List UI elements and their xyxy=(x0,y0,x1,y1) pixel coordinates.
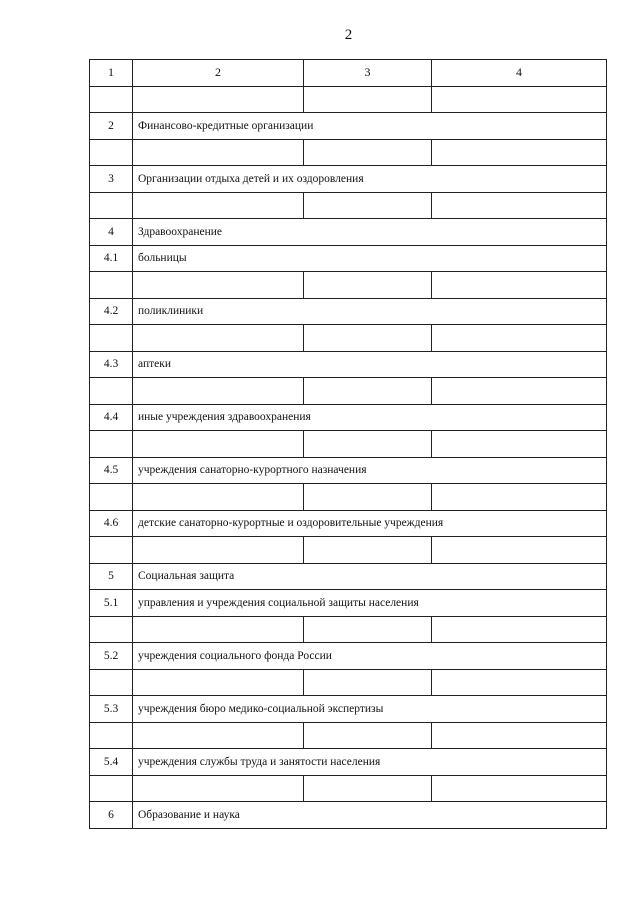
section-number: 4.4 xyxy=(90,404,133,431)
blank-row xyxy=(90,669,607,696)
section-number: 4.6 xyxy=(90,510,133,537)
section-row xyxy=(90,749,607,776)
section-title: детские санаторно-курортные и оздоровительные учреждения xyxy=(133,510,607,537)
header-col-1: 1 xyxy=(90,60,133,87)
blank-cell xyxy=(90,192,133,219)
section-row xyxy=(90,590,607,617)
blank-cell xyxy=(432,616,607,643)
section-number: 4.3 xyxy=(90,351,133,378)
blank-cell xyxy=(133,722,304,749)
blank-cell xyxy=(90,272,133,299)
section-number: 5 xyxy=(90,563,133,590)
section-row xyxy=(90,802,607,829)
blank-row xyxy=(90,775,607,802)
section-row xyxy=(90,563,607,590)
blank-cell xyxy=(432,86,607,113)
section-title: Организации отдыха детей и их оздоровления xyxy=(133,166,607,193)
section-title: Социальная защита xyxy=(133,563,607,590)
blank-row xyxy=(90,722,607,749)
blank-cell xyxy=(304,431,432,458)
section-title: поликлиники xyxy=(133,298,607,325)
blank-row xyxy=(90,272,607,299)
blank-cell xyxy=(432,537,607,564)
blank-cell xyxy=(133,378,304,405)
section-number: 5.4 xyxy=(90,749,133,776)
blank-cell xyxy=(304,192,432,219)
blank-cell xyxy=(432,669,607,696)
blank-cell xyxy=(432,192,607,219)
section-title: учреждения службы труда и занятости населения xyxy=(133,749,607,776)
section-number: 5.1 xyxy=(90,590,133,617)
table-body xyxy=(90,60,607,829)
blank-cell xyxy=(90,775,133,802)
section-title: аптеки xyxy=(133,351,607,378)
section-row xyxy=(90,643,607,670)
section-number: 4.5 xyxy=(90,457,133,484)
blank-cell xyxy=(304,86,432,113)
blank-cell xyxy=(432,431,607,458)
blank-cell xyxy=(304,139,432,166)
blank-cell xyxy=(304,669,432,696)
blank-cell xyxy=(133,272,304,299)
blank-cell xyxy=(432,378,607,405)
blank-row xyxy=(90,616,607,643)
section-title: Финансово-кредитные организации xyxy=(133,113,607,140)
section-row xyxy=(90,351,607,378)
section-number: 3 xyxy=(90,166,133,193)
blank-cell xyxy=(90,139,133,166)
blank-cell xyxy=(304,325,432,352)
section-row xyxy=(90,219,607,246)
blank-cell xyxy=(304,722,432,749)
header-col-2: 2 xyxy=(133,60,304,87)
section-row xyxy=(90,166,607,193)
section-title: учреждения социального фонда России xyxy=(133,643,607,670)
section-row xyxy=(90,510,607,537)
blank-row xyxy=(90,192,607,219)
blank-cell xyxy=(304,272,432,299)
section-row xyxy=(90,298,607,325)
blank-cell xyxy=(432,139,607,166)
blank-cell xyxy=(90,325,133,352)
page-number: 2 xyxy=(344,27,353,43)
blank-cell xyxy=(90,86,133,113)
blank-row xyxy=(90,325,607,352)
section-row xyxy=(90,696,607,723)
section-row xyxy=(90,245,607,272)
section-title: иные учреждения здравоохранения xyxy=(133,404,607,431)
document-table xyxy=(89,59,607,829)
section-number: 4.2 xyxy=(90,298,133,325)
blank-cell xyxy=(133,537,304,564)
header-col-4: 4 xyxy=(432,60,607,87)
section-number: 5.3 xyxy=(90,696,133,723)
section-title: управления и учреждения социальной защиты населения xyxy=(133,590,607,617)
blank-cell xyxy=(133,325,304,352)
blank-cell xyxy=(133,616,304,643)
blank-row xyxy=(90,86,607,113)
blank-cell xyxy=(90,616,133,643)
blank-cell xyxy=(133,775,304,802)
section-number: 4.1 xyxy=(90,245,133,272)
blank-cell xyxy=(90,431,133,458)
blank-cell xyxy=(432,775,607,802)
blank-row xyxy=(90,537,607,564)
blank-cell xyxy=(432,325,607,352)
section-number: 6 xyxy=(90,802,133,829)
blank-cell xyxy=(304,775,432,802)
section-title: Здравоохранение xyxy=(133,219,607,246)
blank-cell xyxy=(90,484,133,511)
blank-cell xyxy=(304,537,432,564)
blank-row xyxy=(90,139,607,166)
blank-cell xyxy=(304,484,432,511)
section-row xyxy=(90,404,607,431)
section-row xyxy=(90,113,607,140)
blank-cell xyxy=(133,139,304,166)
blank-cell xyxy=(90,722,133,749)
section-number: 5.2 xyxy=(90,643,133,670)
section-title: учреждения бюро медико-социальной экспертизы xyxy=(133,696,607,723)
blank-cell xyxy=(133,86,304,113)
section-title: Образование и наука xyxy=(133,802,607,829)
blank-cell xyxy=(90,537,133,564)
blank-row xyxy=(90,378,607,405)
section-row xyxy=(90,457,607,484)
blank-cell xyxy=(90,378,133,405)
section-title: больницы xyxy=(133,245,607,272)
blank-row xyxy=(90,484,607,511)
blank-cell xyxy=(133,431,304,458)
section-number: 4 xyxy=(90,219,133,246)
blank-cell xyxy=(304,616,432,643)
table-header-row xyxy=(90,60,607,87)
blank-cell xyxy=(90,669,133,696)
blank-cell xyxy=(432,484,607,511)
section-title: учреждения санаторно-курортного назначения xyxy=(133,457,607,484)
blank-cell xyxy=(133,669,304,696)
section-number: 2 xyxy=(90,113,133,140)
blank-row xyxy=(90,431,607,458)
header-col-3: 3 xyxy=(304,60,432,87)
blank-cell xyxy=(432,722,607,749)
blank-cell xyxy=(432,272,607,299)
blank-cell xyxy=(133,484,304,511)
blank-cell xyxy=(304,378,432,405)
blank-cell xyxy=(133,192,304,219)
